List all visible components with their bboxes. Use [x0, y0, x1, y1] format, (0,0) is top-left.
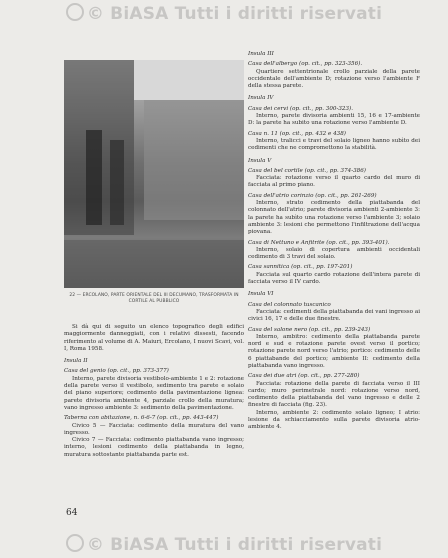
building-title: Taberna con abitazione, n. 6-6-7 (op. cit., pp. 443-447) [64, 415, 219, 422]
building-title: Casa n. 11 (op. cit., pp. 432 e 438) [248, 130, 346, 137]
paragraph: Interno, parete divisoria ambienti 15, 16 e 17-ambiente D: la parete ha subito una rotazione verso l'ambiente D. [248, 113, 420, 127]
watermark-top [0, 3, 448, 24]
watermark-text: © BiASA Tutti i diritti riservati [86, 535, 383, 555]
watermark-bottom [0, 534, 448, 555]
paragraph: Facciata: rotazione della parete di facciata verso il III cardo; muro perimetrale nord: rotazione verso nord, cedimento della piattabanda del vano ingresso e delle 2 finestre di facciata (fig. 23). [248, 380, 420, 409]
paragraph: Interno, solaio di copertura ambienti occidentali cedimento di 3 travi del solaio. [248, 246, 420, 261]
seal-icon [66, 3, 84, 21]
paragraph: Facciata: rotazione verso il quarto cardo del muro di facciata al primo piano. [248, 175, 420, 189]
page-number: 64 [66, 508, 78, 518]
building-title: Casa dell'albergo (op. cit., pp. 323-356). [248, 61, 363, 68]
watermark-text: © BiASA Tutti i diritti riservati [86, 4, 383, 24]
left-column [64, 324, 244, 459]
section-heading: Insula VI [248, 291, 274, 298]
section-heading: Insula II [64, 358, 88, 365]
paragraph: Interno, tralicci e travi del solaio ligneo hanno subìto dei cedimenti che ne compromettono la stabilità. [248, 137, 420, 152]
building-title: Casa dei due atri (op. cit., pp. 277-280) [248, 373, 360, 380]
section-heading: Insula IV [248, 95, 274, 102]
paragraph: Civico 7 — Facciata: cedimento piattabanda vano ingresso; interno, lesioni cedimento della piattabanda in legno, muratura sottostante piattabanda parte est. [64, 437, 244, 458]
building-title: Casa del colonnato tuscanico [248, 301, 331, 308]
paragraph: Interno, ambitro: cedimento della piattabanda parete nord e sud e rotazione parete ovest verso il portico; rotazione parete nord verso l'atrio; portico: cedimento delle 6 piattabande del portico; ambiente II: cedimento della piattabanda vano ingresso. [248, 333, 420, 369]
seal-icon [66, 534, 84, 552]
photo-caption: 22 — ERCOLANO, PARTE ORIENTALE DEL III DECUMANO, TRASFORMATA IN CORTILE AL PUBBLICO [69, 293, 239, 304]
building-title: Casa del bel cortile (op. cit., pp. 374-386) [248, 167, 366, 174]
paragraph: Interno, strato cedimento della piattabanda del colonnato dell'atrio; parete divisoria ambienti 2-ambiente 3: la parete ha subìto una rotazione verso l'ambiente 3; solaio ambiente 3: lesioni che permettono l'infiltrazione dell'acqua piovana. [248, 200, 420, 236]
excavation-photo [64, 60, 244, 288]
building-title: Casa del genio (op. cit., pp. 373-377) [64, 368, 169, 375]
section-heading: Insula III [248, 51, 274, 57]
right-column [248, 46, 420, 432]
building-title: Casa dei cervi (op. cit., pp. 300-323). [248, 105, 354, 112]
paragraph: Si dà qui di seguito un elenco topografico degli edifici maggiormente danneggiati, con i relativi dissesti, facendo riferimento al volume di A. Maiuri, Ercolano, I nuovi Scavi, vol. I, Roma 1958. [64, 324, 244, 352]
paragraph: Quartiere settentrionale crollo parziale della parete occidentale dell'ambiente D; rotazione verso l'ambiente F della stessa parete. [248, 68, 420, 90]
paragraph: Civico 5 — Facciata: cedimento della muratura del vano ingresso. [64, 422, 244, 436]
building-title: Casa del salone nero (op. cit., pp. 239-243) [248, 326, 371, 333]
paragraph: Facciata: cedimenti della piattabanda dei vani ingresso ai civici 16, 17 e delle due finestre. [248, 308, 420, 323]
paragraph: Interno, parete divisoria vestibolo-ambiente 1 e 2: rotazione della parete verso il vestibolo, sedimento tra parete e solaio del piano superiore; cedimento della pavimentazione lignea: parete divisoria ambiente 4, parziale crollo della muratura; vano ingresso ambiente 3: sedimento della pavimentazione. [64, 375, 244, 411]
paragraph: Facciata sul quarto cardo rotazione dell'intera parete di facciata verso il IV cardo. [248, 271, 420, 286]
paragraph: Interno, ambiente 2: cedimento solaio ligneo; I atrio: lesione da schiacciamento sulla parete divisoria atrio-ambiente 4. [248, 409, 420, 431]
building-title: Casa sannitica (op. cit., pp. 197-201) [248, 264, 353, 271]
section-heading: Insula V [248, 157, 272, 164]
building-title: Casa di Nettuno e Anfitrite (op. cit., pp. 393-401). [248, 239, 390, 246]
building-title: Casa dell'atrio corinzio (op. cit., pp. 261-269) [248, 192, 377, 199]
